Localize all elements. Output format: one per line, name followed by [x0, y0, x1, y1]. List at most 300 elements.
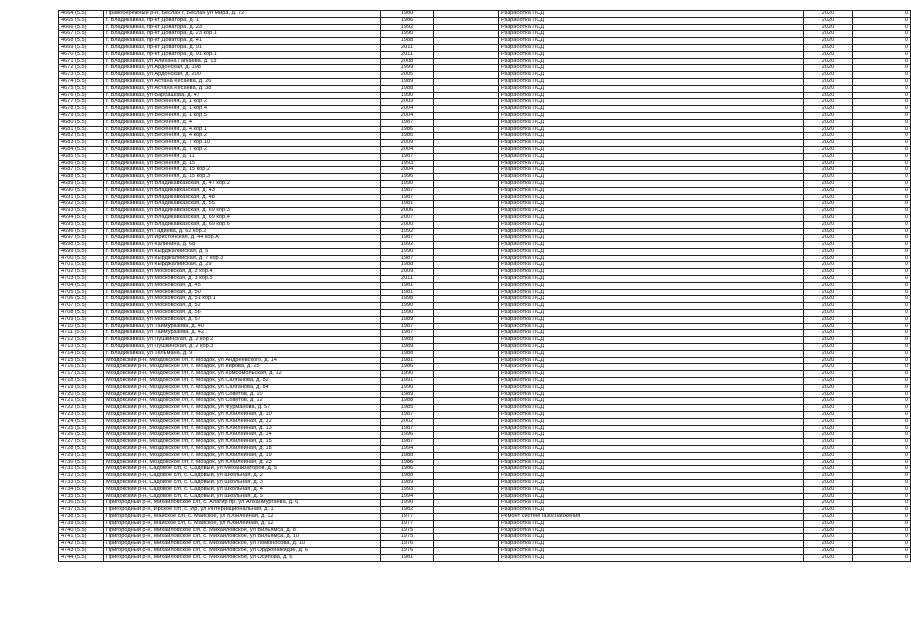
plan-year-cell: 2020: [804, 473, 853, 480]
build-year-cell: 1988: [381, 473, 434, 480]
work-type-cell: Разработка ПСД: [499, 547, 804, 554]
plan-year-cell: 2020: [804, 520, 853, 527]
build-year-cell: 1990: [381, 500, 434, 507]
address-cell: Моздокский р-н, Моздокское г/п, г. Моздок, ул Юбилейная, д. 10: [104, 412, 381, 419]
amount-cell: 0: [853, 357, 911, 364]
build-year-cell: 1996: [381, 174, 434, 181]
build-year-cell: 1975: [381, 527, 434, 534]
empty-cell: [434, 527, 499, 534]
empty-cell: [434, 235, 499, 242]
empty-cell: [434, 201, 499, 208]
build-year-cell: 1994: [381, 446, 434, 453]
build-year-cell: 1985: [381, 405, 434, 412]
empty-cell: [434, 459, 499, 466]
amount-cell: 0: [853, 405, 911, 412]
row-id-cell: 4707 (5.5): [59, 303, 104, 310]
empty-cell: [434, 72, 499, 79]
work-type-cell: Разработка ПСД: [499, 405, 804, 412]
plan-year-cell: 2020: [804, 153, 853, 160]
amount-cell: 0: [853, 316, 911, 323]
row-id-cell: 4682 (5.5): [59, 133, 104, 140]
row-id-cell: 4738 (5.5): [59, 513, 104, 520]
build-year-cell: 1990: [381, 303, 434, 310]
build-year-cell: 2004: [381, 167, 434, 174]
build-year-cell: 1988: [381, 398, 434, 405]
build-year-cell: 1998: [381, 296, 434, 303]
address-cell: г. Владикавказ, ул Весенняя, д. 4: [104, 119, 381, 126]
plan-year-cell: 2020: [804, 119, 853, 126]
address-cell: Моздокский р-н, Моздокское г/п, г. Моздок, ул Салганова, д. 84: [104, 384, 381, 391]
build-year-cell: 1977: [381, 513, 434, 520]
plan-year-cell: 2020: [804, 507, 853, 514]
work-type-cell: Разработка ПСД: [499, 554, 804, 561]
row-id-cell: 4724 (5.5): [59, 418, 104, 425]
empty-cell: [434, 92, 499, 99]
address-cell: г. Владикавказ, ул Таймуразова, д. 40: [104, 323, 381, 330]
amount-cell: 0: [853, 507, 911, 514]
build-year-cell: 1987: [381, 330, 434, 337]
row-id-cell: 4703 (5.5): [59, 276, 104, 283]
empty-cell: [434, 180, 499, 187]
build-year-cell: 1987: [381, 439, 434, 446]
empty-cell: [434, 310, 499, 317]
build-year-cell: 1987: [381, 412, 434, 419]
work-type-cell: Разработка ПСД: [499, 208, 804, 215]
row-id-cell: 4735 (5.5): [59, 493, 104, 500]
build-year-cell: 1976: [381, 541, 434, 548]
row-id-cell: 4666 (5.5): [59, 24, 104, 31]
work-type-cell: Разработка ПСД: [499, 248, 804, 255]
plan-year-cell: 2020: [804, 11, 853, 18]
plan-year-cell: 2020: [804, 534, 853, 541]
work-type-cell: Разработка ПСД: [499, 418, 804, 425]
row-id-cell: 4681 (5.5): [59, 126, 104, 133]
row-id-cell: 4676 (5.5): [59, 92, 104, 99]
plan-year-cell: 2020: [804, 350, 853, 357]
amount-cell: 0: [853, 391, 911, 398]
row-id-cell: 4733 (5.5): [59, 479, 104, 486]
plan-year-cell: 2020: [804, 398, 853, 405]
build-year-cell: 2002: [381, 418, 434, 425]
row-id-cell: 4739 (5.5): [59, 520, 104, 527]
build-year-cell: 1987: [381, 119, 434, 126]
amount-cell: 0: [853, 486, 911, 493]
plan-year-cell: 2020: [804, 439, 853, 446]
amount-cell: 0: [853, 323, 911, 330]
empty-cell: [434, 289, 499, 296]
plan-year-cell: 2020: [804, 85, 853, 92]
build-year-cell: 2005: [381, 72, 434, 79]
row-id-cell: 4664 (5.5): [59, 11, 104, 18]
plan-year-cell: 2020: [804, 446, 853, 453]
build-year-cell: 2011: [381, 51, 434, 58]
address-cell: Моздокский р-н, Моздокское г/п, г. Моздок, ул Фурманова, д. 57: [104, 405, 381, 412]
row-id-cell: 4718 (5.5): [59, 378, 104, 385]
plan-year-cell: 2020: [804, 106, 853, 113]
plan-year-cell: 2020: [804, 323, 853, 330]
amount-cell: 0: [853, 194, 911, 201]
plan-year-cell: 2020: [804, 547, 853, 554]
row-id-cell: 4732 (5.5): [59, 473, 104, 480]
row-id-cell: 4668 (5.5): [59, 38, 104, 45]
empty-cell: [434, 378, 499, 385]
amount-cell: 0: [853, 85, 911, 92]
work-type-cell: Разработка ПСД: [499, 194, 804, 201]
plan-year-cell: 2020: [804, 44, 853, 51]
empty-cell: [434, 425, 499, 432]
address-cell: г. Владикавказ, ул Московская, д. 52: [104, 303, 381, 310]
build-year-cell: 1977: [381, 520, 434, 527]
row-id-cell: 4698 (5.5): [59, 242, 104, 249]
build-year-cell: 2009: [381, 140, 434, 147]
empty-cell: [434, 486, 499, 493]
empty-cell: [434, 51, 499, 58]
build-year-cell: 1989: [381, 391, 434, 398]
amount-cell: 0: [853, 296, 911, 303]
address-cell: Моздокский р-н, Садовое с/п, с. Садовый, ул Школьная, д. 3: [104, 479, 381, 486]
amount-cell: 0: [853, 17, 911, 24]
work-type-cell: Разработка ПСД: [499, 112, 804, 119]
build-year-cell: 1981: [381, 282, 434, 289]
address-cell: г. Владикавказ, ул Барбашова, д. 47: [104, 92, 381, 99]
work-type-cell: Разработка ПСД: [499, 398, 804, 405]
address-cell: г. Владикавказ, ул Таймуразова, д. 42: [104, 330, 381, 337]
plan-year-cell: 2020: [804, 296, 853, 303]
work-type-cell: Разработка ПСД: [499, 452, 804, 459]
address-cell: Моздокский р-н, Моздокское г/п, г. Моздок, ул Юбилейная, д. 14: [104, 432, 381, 439]
build-year-cell: 2009: [381, 269, 434, 276]
empty-cell: [434, 31, 499, 38]
plan-year-cell: 2020: [804, 126, 853, 133]
empty-cell: [434, 330, 499, 337]
build-year-cell: 1992: [381, 228, 434, 235]
address-cell: Правобережный р-н, Беслан г, Беслан ул Мира, д. 72: [104, 11, 381, 18]
address-cell: Моздокский р-н, Моздокское г/п, г. Моздок, ул Салганова, д. 82: [104, 378, 381, 385]
build-year-cell: 1994: [381, 493, 434, 500]
amount-cell: 0: [853, 92, 911, 99]
row-id-cell: 4726 (5.5): [59, 432, 104, 439]
work-type-cell: Разработка ПСД: [499, 316, 804, 323]
build-year-cell: 1987: [381, 153, 434, 160]
amount-cell: 0: [853, 282, 911, 289]
plan-year-cell: 2020: [804, 303, 853, 310]
amount-cell: 0: [853, 269, 911, 276]
address-cell: г. Владикавказ, ул Весенняя, д. 11: [104, 153, 381, 160]
build-year-cell: 1981: [381, 289, 434, 296]
plan-year-cell: 2020: [804, 248, 853, 255]
work-type-cell: Разработка ПСД: [499, 167, 804, 174]
address-cell: г. Владикавказ, пр-кт Доватора, д. 91 кор.1: [104, 51, 381, 58]
plan-year-cell: 2020: [804, 78, 853, 85]
plan-year-cell: 2020: [804, 140, 853, 147]
build-year-cell: 1993: [381, 160, 434, 167]
address-cell: Моздокский р-н, Моздокское г/п, г. Моздок, ул Юбилейная, д. 15: [104, 439, 381, 446]
build-year-cell: 2004: [381, 106, 434, 113]
build-year-cell: 1987: [381, 323, 434, 330]
empty-cell: [434, 323, 499, 330]
plan-year-cell: 2020: [804, 486, 853, 493]
row-id-cell: 4741 (5.5): [59, 534, 104, 541]
amount-cell: 0: [853, 235, 911, 242]
plan-year-cell: 2020: [804, 65, 853, 72]
plan-year-cell: 2020: [804, 92, 853, 99]
empty-cell: [434, 38, 499, 45]
build-year-cell: 1990: [381, 92, 434, 99]
plan-year-cell: 2020: [804, 99, 853, 106]
work-type-cell: Разработка ПСД: [499, 493, 804, 500]
row-id-cell: 4670 (5.5): [59, 51, 104, 58]
amount-cell: 0: [853, 65, 911, 72]
empty-cell: [434, 418, 499, 425]
address-cell: г. Владикавказ, ул Московская, д. 45: [104, 282, 381, 289]
address-cell: г. Владикавказ, ул Весенняя, д. 15: [104, 160, 381, 167]
empty-cell: [434, 534, 499, 541]
work-type-cell: Разработка ПСД: [499, 255, 804, 262]
work-type-cell: Разработка ПСД: [499, 99, 804, 106]
build-year-cell: 1986: [381, 364, 434, 371]
empty-cell: [434, 296, 499, 303]
plan-year-cell: 2020: [804, 180, 853, 187]
empty-cell: [434, 221, 499, 228]
plan-year-cell: 2020: [804, 72, 853, 79]
plan-year-cell: 2020: [804, 262, 853, 269]
address-cell: г. Владикавказ, ул Владикавказская, д. 69 кор.3: [104, 208, 381, 215]
plan-year-cell: 2020: [804, 371, 853, 378]
address-cell: г. Владикавказ, ул Кырджалийская, д. 7 кор.3: [104, 255, 381, 262]
empty-cell: [434, 405, 499, 412]
address-cell: г. Владикавказ, ул Московская, д. 51 кор.1: [104, 296, 381, 303]
row-id-cell: 4704 (5.5): [59, 282, 104, 289]
work-type-cell: Разработка ПСД: [499, 378, 804, 385]
address-cell: г. Владикавказ, ул Ардонская, д. 198: [104, 65, 381, 72]
empty-cell: [434, 303, 499, 310]
row-id-cell: 4694 (5.5): [59, 214, 104, 221]
row-id-cell: 4693 (5.5): [59, 208, 104, 215]
work-type-cell: Разработка ПСД: [499, 24, 804, 31]
row-id-cell: 4702 (5.5): [59, 269, 104, 276]
empty-cell: [434, 316, 499, 323]
work-type-cell: Разработка ПСД: [499, 459, 804, 466]
amount-cell: 0: [853, 78, 911, 85]
address-cell: Моздокский р-н, Моздокское г/п, г. Моздок, ул Кирова, д. 25: [104, 364, 381, 371]
address-cell: Моздокский р-н, Моздокское г/п, г. Моздок, ул Юбилейная, д. 19: [104, 452, 381, 459]
address-cell: г. Владикавказ, ул Весенняя, д. 1 кор.4: [104, 106, 381, 113]
work-type-cell: Разработка ПСД: [499, 11, 804, 18]
row-id-cell: 4697 (5.5): [59, 235, 104, 242]
address-cell: г. Владикавказ, ул Весенняя, д. 15 кор.3: [104, 174, 381, 181]
table-row: [59, 153, 911, 160]
empty-cell: [434, 78, 499, 85]
amount-cell: 0: [853, 384, 911, 391]
address-cell: г. Владикавказ, ул Московская, д. 3 кор.5: [104, 276, 381, 283]
plan-year-cell: 2020: [804, 228, 853, 235]
amount-cell: 0: [853, 126, 911, 133]
address-cell: г. Владикавказ, ул Владикавказская, д. 48: [104, 194, 381, 201]
build-year-cell: 2011: [381, 276, 434, 283]
work-type-cell: Разработка ПСД: [499, 153, 804, 160]
empty-cell: [434, 541, 499, 548]
build-year-cell: 1990: [381, 248, 434, 255]
amount-cell: 0: [853, 38, 911, 45]
build-year-cell: 2000: [381, 221, 434, 228]
amount-cell: 0: [853, 520, 911, 527]
build-year-cell: 1987: [381, 255, 434, 262]
plan-year-cell: 2020: [804, 466, 853, 473]
amount-cell: 0: [853, 146, 911, 153]
amount-cell: 0: [853, 350, 911, 357]
plan-year-cell: 2020: [804, 289, 853, 296]
amount-cell: 0: [853, 425, 911, 432]
build-year-cell: 1986: [381, 459, 434, 466]
program-table-sheet: [58, 10, 908, 562]
plan-year-cell: 2020: [804, 418, 853, 425]
amount-cell: 0: [853, 214, 911, 221]
empty-cell: [434, 452, 499, 459]
build-year-cell: 1986: [381, 466, 434, 473]
address-cell: Моздокский р-н, Моздокское г/п, г. Моздок, ул Юбилейная, д. 13: [104, 425, 381, 432]
empty-cell: [434, 133, 499, 140]
row-id-cell: 4710 (5.5): [59, 323, 104, 330]
work-type-cell: Разработка ПСД: [499, 58, 804, 65]
row-id-cell: 4729 (5.5): [59, 452, 104, 459]
empty-cell: [434, 344, 499, 351]
plan-year-cell: 2020: [804, 378, 853, 385]
work-type-cell: Разработка ПСД: [499, 473, 804, 480]
address-cell: г. Владикавказ, пр-кт Доватора, д. 41: [104, 38, 381, 45]
row-id-cell: 4674 (5.5): [59, 78, 104, 85]
empty-cell: [434, 507, 499, 514]
row-id-cell: 4705 (5.5): [59, 289, 104, 296]
row-id-cell: 4723 (5.5): [59, 412, 104, 419]
work-type-cell: Разработка ПСД: [499, 296, 804, 303]
work-type-cell: Разработка ПСД: [499, 126, 804, 133]
work-type-cell: Разработка ПСД: [499, 140, 804, 147]
address-cell: г. Владикавказ, ул Весенняя, д. 4 кор.2: [104, 133, 381, 140]
row-id-cell: 4717 (5.5): [59, 371, 104, 378]
build-year-cell: 1986: [381, 17, 434, 24]
plan-year-cell: 2020: [804, 160, 853, 167]
build-year-cell: 1988: [381, 38, 434, 45]
work-type-cell: Разработка ПСД: [499, 371, 804, 378]
address-cell: Пригородный р-н, Михайловское с/п, с. Михайловское, ул Осипова, д. 6: [104, 554, 381, 561]
row-id-cell: 4715 (5.5): [59, 357, 104, 364]
plan-year-cell: 2020: [804, 221, 853, 228]
empty-cell: [434, 11, 499, 18]
empty-cell: [434, 17, 499, 24]
plan-year-cell: 2020: [804, 194, 853, 201]
amount-cell: 0: [853, 160, 911, 167]
build-year-cell: 1986: [381, 126, 434, 133]
plan-year-cell: 2020: [804, 337, 853, 344]
address-cell: Моздокский р-н, Моздокское г/п, г. Моздок, ул Комсомольская, д. 12: [104, 371, 381, 378]
build-year-cell: 1987: [381, 187, 434, 194]
plan-year-cell: 2020: [804, 51, 853, 58]
amount-cell: 0: [853, 31, 911, 38]
build-year-cell: 1990: [381, 371, 434, 378]
plan-year-cell: 2020: [804, 554, 853, 561]
work-type-cell: Разработка ПСД: [499, 357, 804, 364]
work-type-cell: Разработка ПСД: [499, 262, 804, 269]
row-id-cell: 4730 (5.5): [59, 459, 104, 466]
work-type-cell: Разработка ПСД: [499, 65, 804, 72]
empty-cell: [434, 262, 499, 269]
work-type-cell: Разработка ПСД: [499, 78, 804, 85]
row-id-cell: 4728 (5.5): [59, 446, 104, 453]
build-year-cell: 2003: [381, 99, 434, 106]
build-year-cell: 1993: [381, 486, 434, 493]
empty-cell: [434, 513, 499, 520]
empty-cell: [434, 276, 499, 283]
plan-year-cell: 2020: [804, 31, 853, 38]
address-cell: Пригородный р-н, Михайловское с/п, с. Михайловское, ул Вильямса, д. 8: [104, 527, 381, 534]
plan-year-cell: 2020: [804, 405, 853, 412]
amount-cell: 0: [853, 112, 911, 119]
work-type-cell: Разработка ПСД: [499, 180, 804, 187]
plan-year-cell: 2020: [804, 242, 853, 249]
work-type-cell: Разработка ПСД: [499, 323, 804, 330]
empty-cell: [434, 174, 499, 181]
row-id-cell: 4734 (5.5): [59, 486, 104, 493]
address-cell: Моздокский р-н, Садовое с/п, с. Садовый, ул Механизаторов, д. 5: [104, 466, 381, 473]
row-id-cell: 4709 (5.5): [59, 316, 104, 323]
build-year-cell: 1976: [381, 547, 434, 554]
empty-cell: [434, 119, 499, 126]
address-cell: г. Владикавказ, ул Весенняя, д. 7 кор.10: [104, 140, 381, 147]
empty-cell: [434, 160, 499, 167]
build-year-cell: 1986: [381, 133, 434, 140]
amount-cell: 0: [853, 180, 911, 187]
empty-cell: [434, 350, 499, 357]
plan-year-cell: 2020: [804, 38, 853, 45]
work-type-cell: Разработка ПСД: [499, 269, 804, 276]
empty-cell: [434, 126, 499, 133]
amount-cell: 0: [853, 167, 911, 174]
empty-cell: [434, 85, 499, 92]
build-year-cell: 1981: [381, 554, 434, 561]
row-id-cell: 4719 (5.5): [59, 384, 104, 391]
plan-year-cell: 2020: [804, 24, 853, 31]
address-cell: г. Владикавказ, пр-кт Доватора, д. 91: [104, 44, 381, 51]
row-id-cell: 4691 (5.5): [59, 194, 104, 201]
row-id-cell: 4692 (5.5): [59, 201, 104, 208]
empty-cell: [434, 371, 499, 378]
address-cell: Моздокский р-н, Моздокское г/п, г. Моздок, ул Юбилейная, д. 18: [104, 446, 381, 453]
row-id-cell: 4672 (5.5): [59, 65, 104, 72]
row-id-cell: 4742 (5.5): [59, 541, 104, 548]
row-id-cell: 4714 (5.5): [59, 350, 104, 357]
amount-cell: 0: [853, 201, 911, 208]
address-cell: г. Владикавказ, ул Весенняя, д. 15 кор.2: [104, 167, 381, 174]
empty-cell: [434, 58, 499, 65]
plan-year-cell: 2020: [804, 167, 853, 174]
work-type-cell: Разработка ПСД: [499, 330, 804, 337]
row-id-cell: 4711 (5.5): [59, 330, 104, 337]
plan-year-cell: 2020: [804, 187, 853, 194]
empty-cell: [434, 255, 499, 262]
work-type-cell: Разработка ПСД: [499, 187, 804, 194]
build-year-cell: 1989: [381, 316, 434, 323]
empty-cell: [434, 391, 499, 398]
plan-year-cell: 2020: [804, 255, 853, 262]
address-cell: г. Владикавказ, ул Кырджалийская, д. 5: [104, 248, 381, 255]
amount-cell: 0: [853, 255, 911, 262]
work-type-cell: Разработка ПСД: [499, 242, 804, 249]
build-year-cell: 2004: [381, 112, 434, 119]
plan-year-cell: 2020: [804, 425, 853, 432]
work-type-cell: Разработка ПСД: [499, 425, 804, 432]
address-cell: г. Владикавказ, ул Иристонская, д. 44 кор.А: [104, 235, 381, 242]
build-year-cell: 1982: [381, 507, 434, 514]
